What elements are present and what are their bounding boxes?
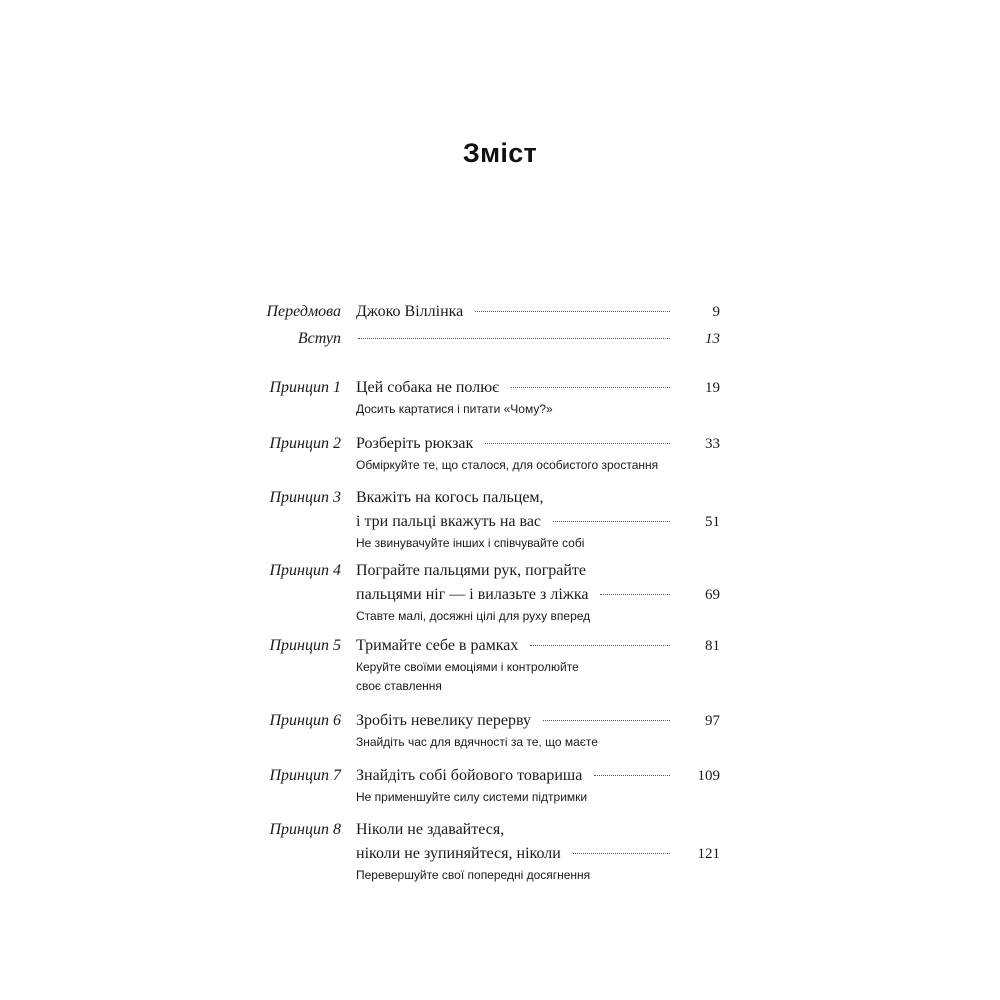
page-number: 33: [705, 436, 720, 452]
entry-subtitle: Ставте малі, досяжні цілі для руху вперед: [356, 609, 591, 623]
entry-title-line-2: і три пальці вкажуть на вас: [356, 513, 542, 530]
page-number: 97: [705, 713, 720, 729]
dot-leader: [600, 594, 670, 595]
dot-leader: [475, 311, 670, 312]
entry-label: Принцип 7: [269, 767, 341, 784]
page-number: 51: [705, 514, 720, 530]
entry-subtitle: Перевершуйте свої попередні досягнення: [356, 868, 591, 882]
entry-title: Зробіть невелику перерву: [356, 712, 531, 729]
dot-leader: [530, 645, 670, 646]
page-title: Зміст: [462, 138, 538, 168]
entry-label: Принцип 6: [269, 712, 341, 729]
entry-title-line-1: Пограйте пальцями рук, пограйте: [356, 562, 587, 579]
entry-title-line-1: Ніколи не здавайтеся,: [356, 821, 505, 838]
entry-title: Знайдіть собі бойового товариша: [356, 767, 583, 784]
entry-label: Принцип 1: [269, 379, 341, 396]
dot-leader: [553, 521, 670, 522]
page-number: 13: [705, 331, 720, 347]
entry-title: Цей собака не полює: [356, 379, 500, 396]
entry-label: Передмова: [266, 303, 341, 320]
entry-title-line-1: Вкажіть на когось пальцем,: [356, 489, 544, 506]
entry-subtitle-line-1: Керуйте своїми емоціями і контролюйте: [356, 660, 579, 674]
dot-leader: [358, 338, 670, 339]
entry-subtitle: Досить картатися і питати «Чому?»: [356, 402, 553, 416]
page-number: 19: [705, 380, 720, 396]
entry-title-line-2: ніколи не зупиняйтеся, ніколи: [356, 845, 561, 862]
entry-title: Розберіть рюкзак: [356, 435, 474, 452]
dot-leader: [485, 443, 670, 444]
page-number: 121: [697, 846, 720, 862]
entry-title-line-2: пальцями ніг — і вилазьте з ліжка: [356, 586, 589, 603]
entry-subtitle: Обміркуйте те, що сталося, для особистого зростання: [356, 458, 659, 472]
page-number: 109: [697, 768, 720, 784]
entry-subtitle: Не звинувачуйте інших і співчувайте собі: [356, 536, 585, 550]
dot-leader: [594, 775, 670, 776]
dot-leader: [543, 720, 670, 721]
entry-subtitle: Знайдіть час для вдячності за те, що маєте: [356, 735, 598, 749]
dot-leader: [573, 853, 670, 854]
entry-label: Принцип 4: [269, 562, 341, 579]
entry-title: Тримайте себе в рамках: [356, 637, 519, 654]
page-number: 9: [712, 304, 720, 320]
entry-title: Джоко Віллінка: [356, 303, 464, 320]
page-number: 81: [705, 638, 720, 654]
entry-label: Вступ: [297, 330, 341, 347]
page-number: 69: [705, 587, 720, 603]
entry-subtitle-line-2: своє ставлення: [356, 679, 442, 693]
entry-subtitle: Не применшуйте силу системи підтримки: [356, 790, 588, 804]
entry-label: Принцип 2: [269, 435, 341, 452]
entry-label: Принцип 8: [269, 821, 341, 838]
entry-label: Принцип 3: [269, 489, 341, 506]
dot-leader: [511, 387, 670, 388]
entry-label: Принцип 5: [269, 637, 341, 654]
